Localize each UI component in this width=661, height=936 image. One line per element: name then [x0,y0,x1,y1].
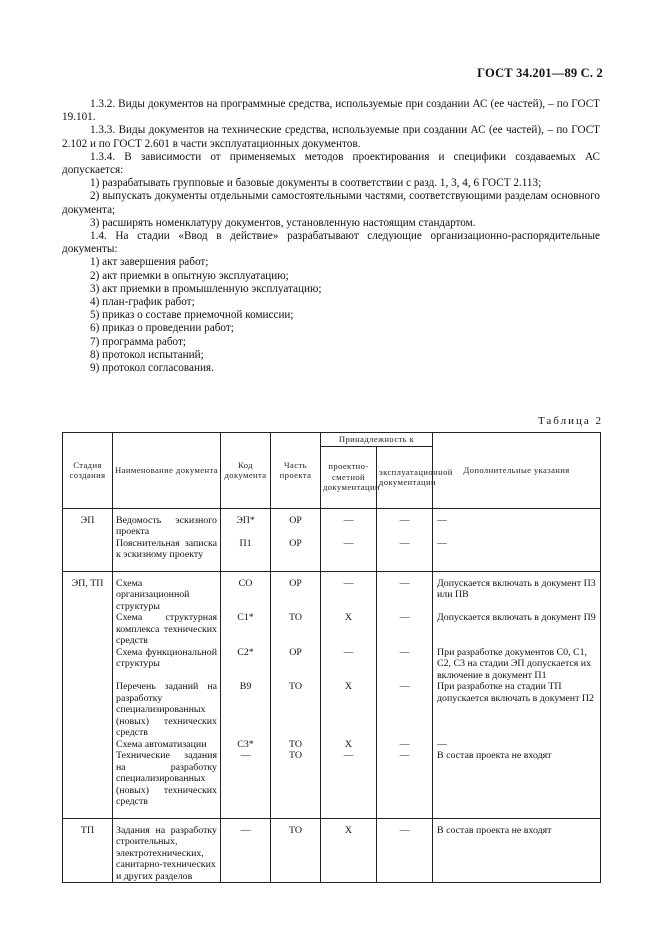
cell-oper: — [377,681,433,739]
table-row [63,571,601,612]
header-code: Код документа [221,433,271,509]
cell-oper: — [377,818,433,883]
table-row [63,508,601,538]
table-row [63,612,601,647]
cell-code: — [221,750,271,818]
cell-note: — [433,508,601,538]
cell-note: — [433,538,601,572]
cell-note: Допускается включать в документ П9 [433,612,601,647]
cell-stage: ЭП, ТП [63,571,113,612]
cell-part: ОР [271,538,321,572]
cell-part: ТО [271,818,321,883]
paragraph: 1.4. На стадии «Ввод в действие» разрабатывают следующие организационно-распорядительные документы: [62,230,600,256]
cell-stage [63,681,113,739]
cell-note: В состав проекта не входят [433,818,601,883]
cell-part: ТО [271,750,321,818]
table-title: Таблица 2 [537,415,603,427]
paragraph: 1) акт завершения работ; [90,256,209,269]
paragraph: 3) акт приемки в промышленную эксплуатацию; [90,282,322,295]
paragraph: 1) разрабатывать групповые и базовые документы в соответствии с разд. 1, 3, 4, 6 ГОСТ 2.113; [90,177,542,190]
cell-doc: Пояснительная записка к эскизному проекту [113,538,221,572]
cell-part: ОР [271,647,321,682]
cell-oper: — [377,508,433,538]
cell-doc: Технические задания на разработку специализированных (новых) технических средств [113,750,221,818]
paragraph: 8) протокол испытаний; [90,348,204,361]
cell-code: С1* [221,612,271,647]
cell-oper: — [377,571,433,612]
cell-design: Х [321,612,377,647]
header-belong-design: проектно-сметной документации [321,446,377,508]
cell-design: Х [321,818,377,883]
header-notes: Дополнительные указания [433,433,601,509]
paragraph: 1.3.4. В зависимости от применяемых методов проектирования и специфики создаваемых АС допускается: [62,150,600,177]
paragraph: 4) план-график работ; [90,296,195,309]
header-part: Часть проекта [271,433,321,509]
cell-code: СО [221,571,271,612]
table-row [63,818,601,883]
cell-design: — [321,647,377,682]
cell-stage [63,750,113,818]
cell-note: При разработке на стадии ТП допускается включать в документ П2 [433,681,601,739]
cell-stage: ТП [63,818,113,883]
cell-note: — [433,739,601,751]
table-row [63,681,601,739]
cell-design: Х [321,681,377,739]
cell-design: — [321,538,377,572]
table-row [63,647,601,682]
cell-doc: Схема организационной структуры [113,571,221,612]
cell-doc: Схема структурная комплекса технических средств [113,612,221,647]
cell-note: Допускается включать в документ П3 или ПВ [433,571,601,612]
cell-stage: ЭП [63,508,113,538]
cell-note: При разработке документов С0, С1, С2, С3 на стадии ЭП допускается их включение в документ П1 [433,647,601,682]
cell-code: П1 [221,538,271,572]
cell-design: — [321,508,377,538]
cell-stage [63,647,113,682]
paragraph: 9) протокол согласования. [90,362,214,375]
cell-code: В9 [221,681,271,739]
cell-note: В состав проекта не входят [433,750,601,818]
cell-oper: — [377,750,433,818]
cell-oper: — [377,538,433,572]
cell-part: ТО [271,739,321,751]
cell-design: — [321,750,377,818]
paragraph: 6) приказ о проведении работ; [90,322,234,335]
cell-code: С2* [221,647,271,682]
cell-code: С3* [221,739,271,751]
cell-oper: — [377,647,433,682]
cell-part: ТО [271,681,321,739]
header-stage: Стадия создания [63,433,113,509]
cell-oper: — [377,739,433,751]
paragraph: 2) выпускать документы отдельными самостоятельными частями, соответствующими разделам основного документа; [62,190,600,216]
cell-doc: Схема функциональной структуры [113,647,221,682]
cell-part: ОР [271,508,321,538]
cell-code: — [221,818,271,883]
paragraph: 1.3.3. Виды документов на технические средства, используемые при создании АС (ее частей), – по ГОСТ 2.102 и по ГОСТ 2.601 в части эксплуатационных документов. [62,124,600,150]
header-doc: Наименование документа [113,433,221,509]
header-belong-oper: эксплуатационной документации [377,446,433,508]
cell-stage [63,612,113,647]
paragraph: 5) приказ о составе приемочной комиссии; [90,309,294,322]
paragraph: 2) акт приемки в опытную эксплуатацию; [90,269,289,282]
paragraph: 3) расширять номенклатуру документов, установленную настоящим стандартом. [90,216,476,229]
documents-table [62,432,601,883]
cell-stage [63,739,113,751]
cell-design: Х [321,739,377,751]
table-row [63,750,601,818]
cell-oper: — [377,612,433,647]
page-header: ГОСТ 34.201—89 С. 2 [477,66,603,80]
cell-doc: Задания на разработку строительных, электротехнических, санитарно-технических и других разделов [113,818,221,883]
body-text [62,98,600,375]
paragraph: 1.3.2. Виды документов на программные средства, используемые при создании АС (ее частей), – по ГОСТ 19.101. [62,98,600,124]
table-row [63,538,601,572]
paragraph: 7) программа работ; [90,335,186,348]
cell-part: ОР [271,571,321,612]
cell-code: ЭП* [221,508,271,538]
table-row [63,739,601,751]
cell-doc: Ведомость эскизного проекта [113,508,221,538]
cell-doc: Схема автоматизации [113,739,221,751]
cell-design: — [321,571,377,612]
header-belong: Принадлежность к [321,433,433,447]
cell-doc: Перечень заданий на разработку специализированных (новых) технических средств [113,681,221,739]
cell-part: ТО [271,612,321,647]
cell-stage [63,538,113,572]
